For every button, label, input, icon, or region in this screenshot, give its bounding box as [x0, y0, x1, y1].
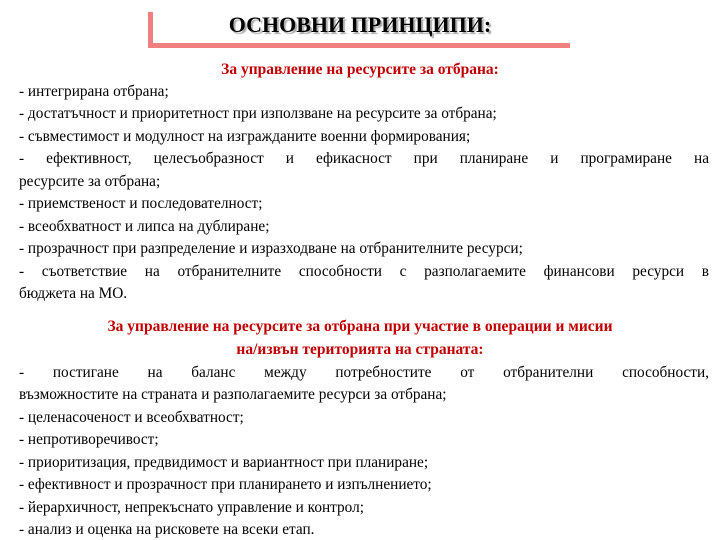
list-item: - интегрирана отбрана;: [19, 83, 169, 100]
list-item: - постигане на баланс между потребностите от отбранителни способности,: [19, 364, 709, 381]
page-title: ОСНОВНИ ПРИНЦИПИ:: [228, 12, 492, 37]
list-item: - приоритизация, предвидимост и вариантност при планиране;: [19, 454, 429, 471]
list-item: - всеобхватност и липса на дублиране;: [19, 218, 270, 235]
list-item: - достатъчност и приоритетност при използване на ресурсите за отбрана;: [19, 105, 497, 122]
list-item: - прозрачност при разпределение и изразходване на отбранителните ресурси;: [19, 240, 523, 257]
list-item: - приемственост и последователност;: [19, 195, 263, 212]
list-item: - съвместимост и модулност на изгражданите военни формирования;: [19, 128, 471, 145]
section1-heading: За управление на ресурсите за отбрана:: [221, 61, 499, 78]
list-item: възможностите на страната и разполагаемите ресурси за отбрана;: [19, 386, 447, 403]
list-item: - анализ и оценка на рисковете на всеки етап.: [19, 521, 315, 538]
list-item: бюджета на МО.: [19, 285, 128, 302]
list-item: - непротиворечивост;: [19, 431, 159, 448]
list-item: ресурсите за отбрана;: [19, 173, 161, 190]
list-item: - ефективност и прозрачност при планирането и изпълнението;: [19, 476, 432, 493]
list-item: - йерархичност, непрекъснато управление и контрол;: [19, 499, 365, 516]
section2-heading-line1: За управление на ресурсите за отбрана при участие в операции и мисии: [107, 318, 613, 335]
list-item: - ефективност, целесъобразност и ефикасност при планиране и програмиране на: [19, 150, 709, 167]
list-item: - съответствие на отбранителните способности с разполагаемите финансови ресурси в: [19, 263, 709, 280]
section2-heading-line2: на/извън територията на страната:: [236, 341, 484, 358]
title-bracket-horizontal: [148, 43, 570, 48]
list-item: - целенасоченост и всеобхватност;: [19, 409, 244, 426]
